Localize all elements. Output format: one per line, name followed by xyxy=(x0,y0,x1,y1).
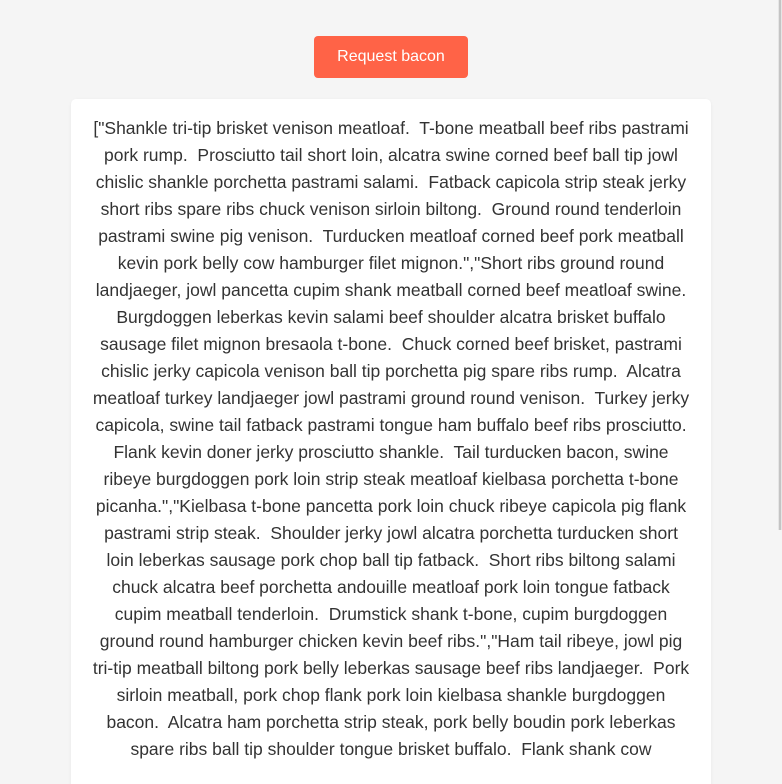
request-bacon-button[interactable]: Request bacon xyxy=(314,36,468,78)
page-scrollbar[interactable] xyxy=(778,0,782,530)
content-card xyxy=(71,99,711,784)
bacon-text: ["Shankle tri-tip brisket venison meatloaf. T-bone meatball beef ribs pastrami pork rump. Prosciutto tail short loin, alcatra swine corned beef ball tip jowl chislic shankle porchetta pastrami salami. Fatback capicola strip steak jerky short ribs spare ribs chuck venison sirloin biltong. Ground round tenderloin pastrami swine pig venison. Turducken meatloaf corned beef pork meatball kevin pork belly cow hamburger filet mignon.","Short ribs ground round landjaeger, jowl pancetta cupim shank meatball corned beef meatloaf swine. Burgdoggen leberkas kevin salami beef shoulder alcatra brisket buffalo sausage filet mignon bresaola t-bone. Chuck corned beef brisket, pastrami chislic jerky capicola venison ball tip porchetta pig spare ribs rump. Alcatra meatloaf turkey landjaeger jowl pastrami ground round venison. Turkey jerky capicola, swine tail fatback pastrami tongue ham buffalo beef ribs prosciutto. Flank kevin doner jerky prosciutto shankle. Tail turducken bacon, swine ribeye burgdoggen pork loin strip steak meatloaf kielbasa porchetta t-bone picanha.","Kielbasa t-bone pancetta pork loin chuck ribeye capicola pig flank pastrami strip steak. Shoulder jerky jowl alcatra porchetta turducken short loin leberkas sausage pork chop ball tip fatback. Short ribs biltong salami chuck alcatra beef porchetta andouille meatloaf pork loin tongue fatback cupim meatball tenderloin. Drumstick shank t-bone, cupim burgdoggen ground round hamburger chicken kevin beef ribs.","Ham tail ribeye, jowl pig tri-tip meatball biltong pork belly leberkas sausage beef ribs landjaeger. Pork sirloin meatball, pork chop flank pork loin kielbasa shankle burgdoggen bacon. Alcatra ham porchetta strip steak, pork belly boudin pork leberkas spare ribs ball tip shoulder tongue brisket buffalo. Flank shank cow xyxy=(92,118,697,759)
scrollbar-thumb[interactable] xyxy=(779,0,781,530)
